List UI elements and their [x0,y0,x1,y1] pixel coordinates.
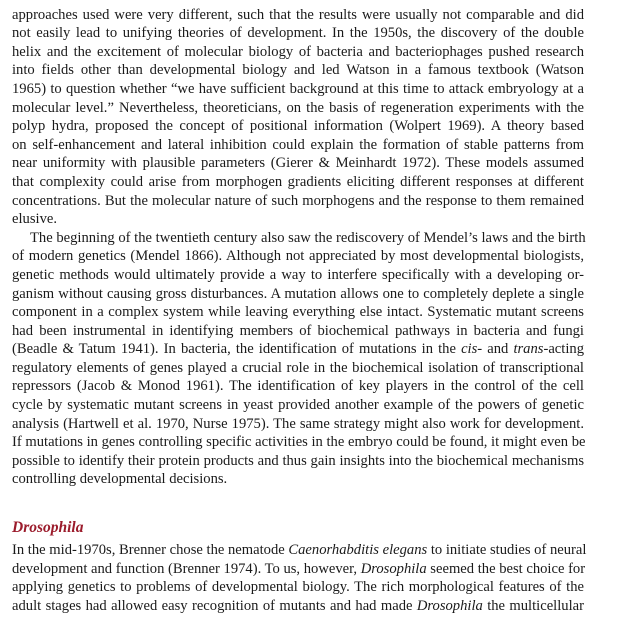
italic-term-drosophila: Drosophila [360,560,427,577]
text-line-with-italics [12,541,587,560]
text-line: molecular level.” Nevertheless, theoreticians, on the basis of regeneration experiments with the [12,99,584,116]
section-heading-drosophila: Drosophila [12,519,84,537]
text-run: - and [477,341,514,358]
text-line-with-italics [12,560,584,579]
text-line: ganism without causing gross disturbances. A mutation allows one to completely deplete a single [12,285,584,302]
text-line: elusive. [12,211,57,228]
text-run: development and function (Brenner 1974). To us, however, [12,560,361,577]
text-line: The beginning of the twentieth century also saw the rediscovery of Mendel’s laws and the birth [30,229,586,246]
document-page [12,0,587,615]
text-line: 1965) to question whether “we have sufficient background at this time to attack embryology at a [12,80,584,97]
italic-term-drosophila: Drosophila [416,597,483,614]
text-run: -acting [543,341,584,358]
text-line: controlling developmental decisions. [12,471,228,488]
text-line: on self-enhancement and lateral inhibition could explain the formation of stable patterns from [12,136,584,153]
text-line: concentrations. But the molecular nature of such morphogens and the response to them remained [12,192,584,209]
text-line-with-italics [12,597,584,616]
italic-term-c-elegans: Caenorhabditis elegans [288,542,428,559]
text-line: analysis (Hartwell et al. 1970, Nurse 1975). The same strategy might also work for development. [12,415,584,432]
text-run: adult stages had allowed easy recognition of mutants and had made [12,597,417,614]
text-run: seemed the best choice for [426,560,586,577]
text-line: not easily lead to unifying theories of development. In the 1950s, the discovery of the double [12,25,584,42]
text-line: had been instrumental in identifying members of biochemical pathways in bacteria and fungi [12,322,584,339]
text-line: approaches used were very different, such that the results were usually not comparable and did [12,6,584,23]
text-line: applying genetics to problems of developmental biology. The rich morphological features of the [12,579,584,596]
text-line: repressors (Jacob & Monod 1961). The identification of key players in the control of the cell [12,378,584,395]
text-line: near uniformity with plausible parameters (Gierer & Meinhardt 1972). These models assumed [12,155,584,172]
text-line: regulatory elements of genes played a crucial role in the biochemical isolation of transcriptional [12,359,584,376]
paragraph-1 [12,6,584,229]
text-line: If mutations in genes controlling specific activities in the embryo could be found, it might even be [12,434,586,451]
text-line: helix and the excitement of molecular biology of bacteria and bacteriophages pushed research [12,43,584,60]
italic-term-cis: cis [461,341,478,358]
text-line: component in a complex system while leaving everything else intact. Systematic mutant screens [12,304,584,321]
text-run: (Beadle & Tatum 1941). In bacteria, the identification of mutations in the [12,341,462,358]
text-run: to initiate studies of neural [427,542,587,559]
paragraph-2 [12,229,584,489]
italic-term-trans: trans [513,341,544,358]
text-run: the multicellular [482,597,584,614]
text-line: cycle by systematic mutant screens in yeast provided another example of the powers of genetic [12,397,584,414]
text-line: that complexity could arise from morphogen gradients eliciting different responses at different [12,173,584,190]
paragraph-drosophila [12,541,587,615]
text-line-with-italics [12,340,584,359]
text-line: into fields other than developmental biology and led Watson in a famous textbook (Watson [12,62,584,79]
text-line: of modern genetics (Mendel 1866). Although not appreciated by most developmental biologists, [12,248,584,265]
text-line: polyp hydra, proposed the concept of positional information (Wolpert 1969). A theory based [12,118,584,135]
text-run: In the mid-1970s, Brenner chose the nematode [12,542,289,559]
text-line: genetic methods would ultimately provide a way to interfere specifically with a developing or- [12,266,584,283]
text-line: possible to identify their protein products and thus gain insights into the biochemical mechanisms [12,452,584,469]
